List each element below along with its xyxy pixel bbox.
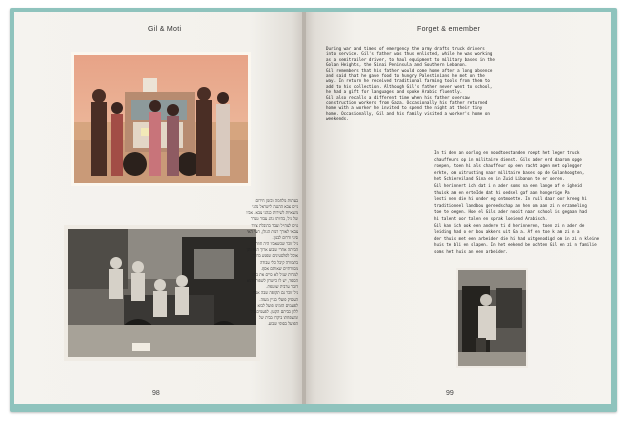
dutch-line: erkte, om uitrusting naar militaire bases op de Golanhoogten, — [434, 169, 585, 175]
hebrew-line: משאיות לשירות כנהגי צבא. אביו — [246, 210, 298, 216]
dutch-line: thuisk am en erteIde dat hi oedsel gaf aan hongerige Pa — [434, 189, 570, 195]
right-page-number: 99 — [446, 390, 454, 397]
hebrew-line: ללון בביתם הקטן. לפעמים גיל — [250, 308, 298, 314]
hebrew-line: הביתה אחרי שבוע ארוך הוא נתן — [246, 247, 298, 253]
dutch-line: roepen, toen hi als chauffeur op een racht agen met oplegger — [434, 163, 582, 169]
left-page-number: 98 — [152, 390, 160, 397]
dutch-line: huis te bli en slapen. In het eekend be ochten Gil en zi n familie — [434, 242, 597, 248]
dutch-line: In ti den an oorlog en noodtoestanden roept het leger truck — [434, 150, 580, 155]
hebrew-line: מסורתיים שאותם אסף. — [260, 265, 298, 271]
hebrew-line: ומשפחתו ביקרו בבית של — [258, 314, 298, 320]
right-page — [306, 12, 611, 404]
dutch-line: Gil kan ich ook een andere ti d herinneren, toen zi n ader de — [434, 222, 585, 228]
hebrew-line: הפועל בסופי שבוע. — [267, 321, 298, 327]
dutch-line: Gil herinnert ich dat i n ader soms na een lange af e igheid — [434, 182, 582, 188]
hebrew-line: אוכל לפלסטינים שפגש בדרך. — [251, 253, 298, 259]
dutch-line: het Schiereiland Sina en in Zuid Libanon te er oeren. — [434, 176, 565, 182]
english-paragraph: During war and times of emergency the army drafts truck drivers into service. Gil's father was thus enlisted, while he was working as a semitrailer driver, to haul equipment to military bases in the Golan Heights, the Sinai Peninsula and Southern Lebanon. — [326, 46, 495, 68]
hebrew-line: העסיק פועלי בניין מעזה. — [259, 296, 298, 302]
dutch-line: toe te oegen. Hoe el Gils ader nooit naar school is gegaan had — [434, 209, 587, 215]
dutch-line: leiding had o er bou akkers uit Ga a. Af en toe k am zi n a — [434, 229, 580, 235]
hebrew-line: בתמורה קיבל כלי עבודה — [259, 259, 298, 265]
english-text-block — [326, 46, 496, 122]
dutch-line: hi talent oor talen en sprak loeiend Arabisch. — [434, 215, 548, 221]
dutch-text-block — [434, 150, 604, 256]
hebrew-line: הספר, יש לו כישרון לשפות והוא — [246, 278, 298, 284]
hebrew-line: למרות שגיל לא סיים את בית — [252, 271, 298, 277]
hebrew-line: גיל זוכר גם תקופה שבה אביו — [253, 290, 298, 296]
left-running-head: Gil & Moti — [148, 26, 182, 33]
hebrew-line: לפעמים הזמינו פועל לבוא — [257, 302, 298, 308]
hebrew-line: גייס צבא ההגנה לישראל נהגי — [252, 204, 298, 210]
hebrew-line: בעתות מלחמה ובזמן חירום — [255, 198, 298, 203]
dutch-line: chauffeurs op in militaire dienst. Gils ader erd daarom opge — [434, 156, 582, 162]
man-in-truck-cab-bw-photo — [456, 268, 528, 368]
hebrew-line: גויס לצה"ל ועבד בהובלת ציוד — [251, 222, 298, 228]
right-running-head: Forget & emember — [417, 26, 481, 33]
dutch-line: der thuis met een arbeider die hi had uitgenodigd om in zi n kleine — [434, 235, 600, 241]
dutch-line: soms het huis an een arbeider. — [434, 248, 508, 254]
hebrew-column — [206, 198, 298, 327]
open-book — [10, 8, 617, 412]
english-paragraph: Gil also recalls a different time when his father oversaw construction workers from Gaza. Occasionally his father returned home with a worker he invited to spend the night at their tiny home. Occasionally, Gil and his family visited a worker's home on weekends. — [326, 94, 490, 122]
english-paragraph: Gil remembers that his father would come home after a long absence and said that he gave food to hungry Palestinians he met on the way. In return he received traditional farming tools from them to add to his collection. Although Gil's father never went to school, he had a gift for languages and spoke Arabic fluently. — [326, 67, 493, 95]
hebrew-line: דובר ערבית שוטפת. — [266, 284, 298, 290]
dutch-line: traditioneel landbou gereedschap an hen om aan zi n erzameling — [434, 202, 587, 208]
hebrew-line: גיל זוכר שכשאביו היה חוזר — [255, 241, 298, 247]
hebrew-line: צבאי לאורך רמת הגולן, חצי האי — [246, 228, 298, 234]
hebrew-line: של גיל, בהיותו נהג עבור טנדר — [250, 216, 298, 222]
dutch-line: lesti nen die hi onder eg ontmoette. In ruil daar oor kreeg hi — [434, 196, 587, 202]
family-truck-color-photo — [71, 52, 251, 186]
hebrew-line: סיני ודרום לבנון. — [272, 234, 298, 240]
